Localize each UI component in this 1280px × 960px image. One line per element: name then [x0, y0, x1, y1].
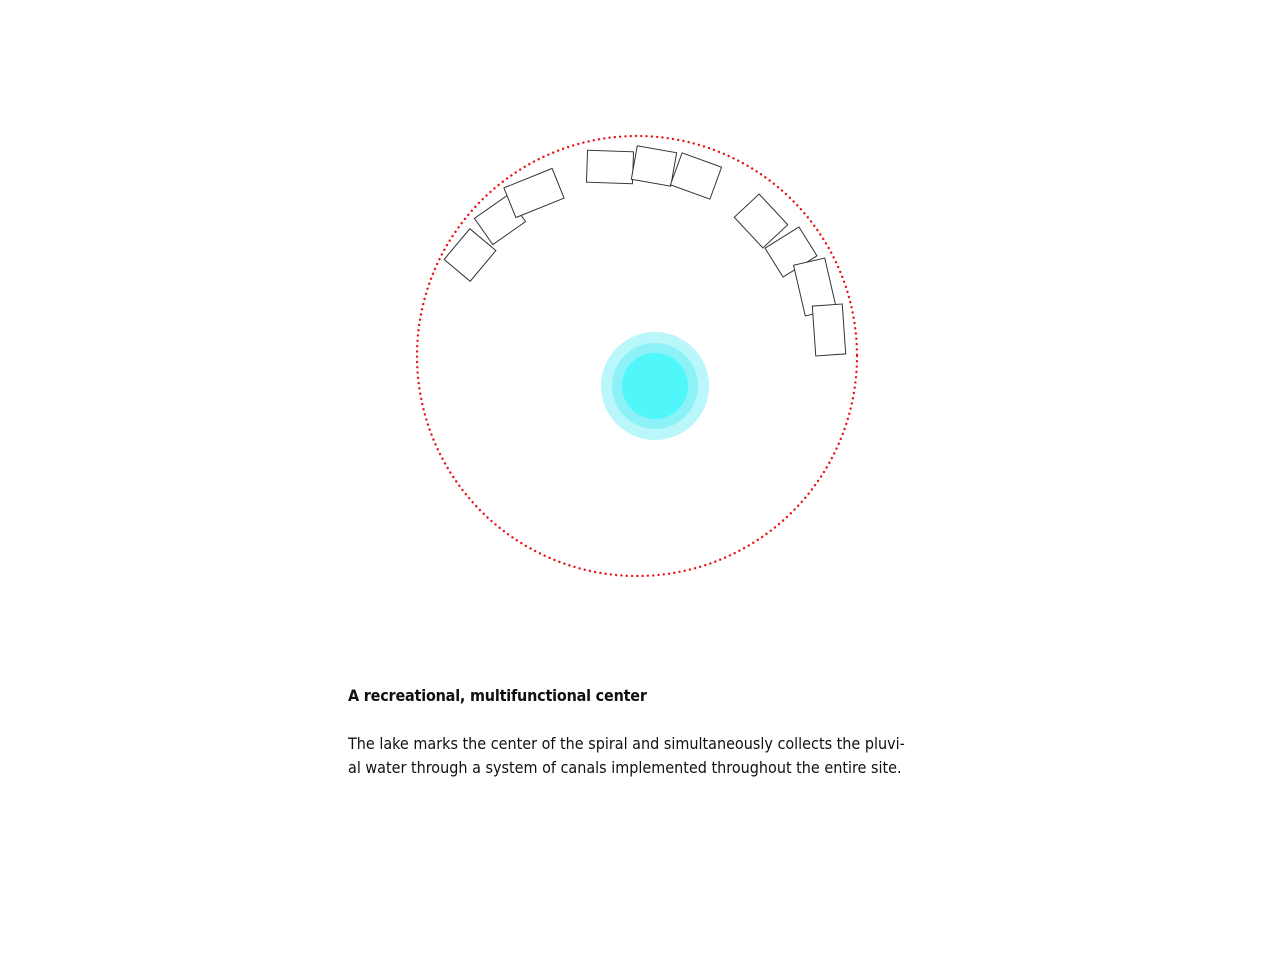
caption: [348, 684, 1008, 780]
building-block: [670, 153, 721, 199]
caption-title: A recreational, multifunctional center: [348, 686, 647, 705]
building-blocks: [444, 146, 846, 356]
caption-body-line: The lake marks the center of the spiral and simultaneously collects the pluvi-: [348, 734, 905, 753]
building-block: [631, 146, 676, 186]
central-lake: [601, 332, 709, 440]
building-block: [812, 304, 845, 356]
building-block: [586, 150, 633, 184]
lake-core: [622, 353, 688, 419]
caption-body: [348, 732, 1008, 780]
caption-body-line: al water through a system of canals implemented throughout the entire site.: [348, 758, 902, 777]
building-block: [504, 168, 564, 217]
